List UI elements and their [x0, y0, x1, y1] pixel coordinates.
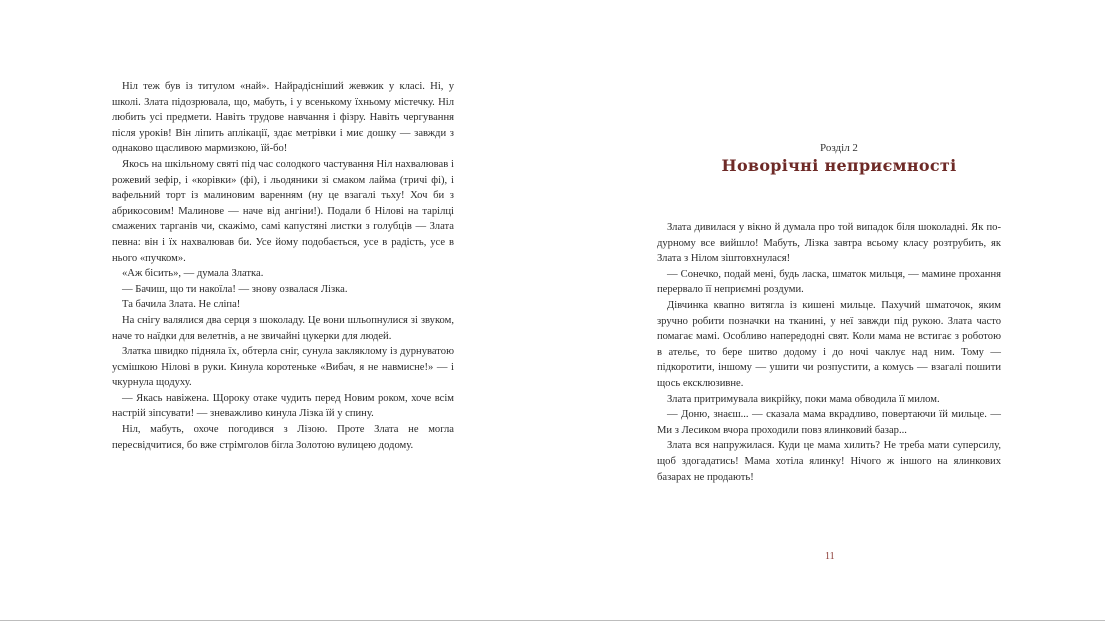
- chapter-label: Розділ 2: [820, 142, 858, 154]
- paragraph: На снігу валялися два серця з шоколаду. Це вони шльопнулися зі звуком, наче то наїдки для велетнів, а не звичайні цукерки для людей.: [112, 314, 454, 342]
- bottom-divider: [0, 620, 1105, 621]
- paragraph: Злата притримувала викрійку, поки мама обводила її милом.: [667, 393, 940, 405]
- paragraph: Златка швидко підняла їх, обтерла сніг, сунула заклякломy із дурнуватою усмішкою Нілові в руки. Кинула коротеньке «Вибач, я не навмисне!» — і чкурнула щодуху.: [112, 346, 454, 389]
- chapter-title: Новорічні неприємності: [721, 156, 957, 175]
- paragraph: — Бачиш, що ти накоїла! — знову озвалася Лізка.: [122, 283, 348, 295]
- paragraph: «Аж бісить», — думала Златка.: [122, 268, 264, 280]
- right-page: [553, 0, 1105, 620]
- paragraph: Злата дивилася у вікно й думала про той випадок біля шоколадні. Як по-дурному все вийшло! Мабуть, Лізка завтра всьому класу розтрубить, як Злата з Нілом зіштовхнулася!: [657, 222, 1001, 265]
- paragraph: Якось на шкільному святі під час солодкого частування Ніл нахвалював і рожевий зефір, і «корівки» (фі), і льодяники зі смаком лайма (тричі фі), і вафельний торт із малиновим варенням (ну це взагалі тьху! Хоч би з абрикосовим! Малинове — наче від ангіни!). Подали б Нілові на тарілці смажених тарганів чи, скажімо, самі капустяні листки з голубців — Злата певна: він і їх нахвалював би. Усе йому подобається, усе в радість, усе в нього «пучком».: [112, 158, 454, 264]
- right-text-column: [657, 220, 1001, 485]
- paragraph: — Доню, знаєш... — сказала мама вкрадливо, повертаючи їй мильце. — Ми з Лесиком вчора проходили повз ялинковий базар...: [657, 409, 1001, 436]
- paragraph: Злата вся напружилася. Куди це мама хилить? Не треба мати суперсилу, щоб здогадатись! Мама хотіла ялинку! Нічого ж іншого на ялинкових базарах не продають!: [657, 440, 1001, 483]
- paragraph: Ніл теж був із титулом «най». Найрадісніший жевжик у класі. Ні, у школі. Злата підозрювала, що, мабуть, і у всенькому їхньому містечку. Ніл любить усі предмети. Навіть трудове навчання і фізру. Навіть чергування після уроків! Він ліпить аплікації, здає метрівки і миє дошку — завжди з однаково щасливою мармизкою, їй-бо!: [112, 81, 454, 155]
- paragraph: Дівчинка квапно витягла із кишені мильце. Пахучий шматочок, яким зручно робити позначки на тканині, у неї завжди під рукою. Злата часто помагає мамі. Особливо напередодні свят. Коли мама не встигає з роботою в ательє, то бере шитво додому і до ночі чаклує над ним. Тому — підкоротити, іншому — ушити чи розпустити, а комусь — взагалі пошити щось ексклюзивне.: [657, 299, 1001, 389]
- paragraph: Та бачила Злата. Не сліпа!: [122, 299, 241, 311]
- left-text-column: [112, 79, 454, 453]
- left-page: [0, 0, 552, 620]
- page-number: 11: [825, 551, 835, 562]
- paragraph: Ніл, мабуть, охоче погодився з Лізою. Проте Злата не могла пересвідчитися, бо вже стрімголов бігла Золотою вулицею додому.: [112, 424, 454, 451]
- paragraph: — Якась навіжена. Щороку отаке чудить перед Новим роком, хоче всім настрій зіпсувати! — зневажливо кинула Лізка їй у спину.: [112, 392, 454, 420]
- paragraph: — Сонечко, подай мені, будь ласка, шматок мильця, — мамине прохання перервало її неприємні роздуми.: [657, 268, 1001, 296]
